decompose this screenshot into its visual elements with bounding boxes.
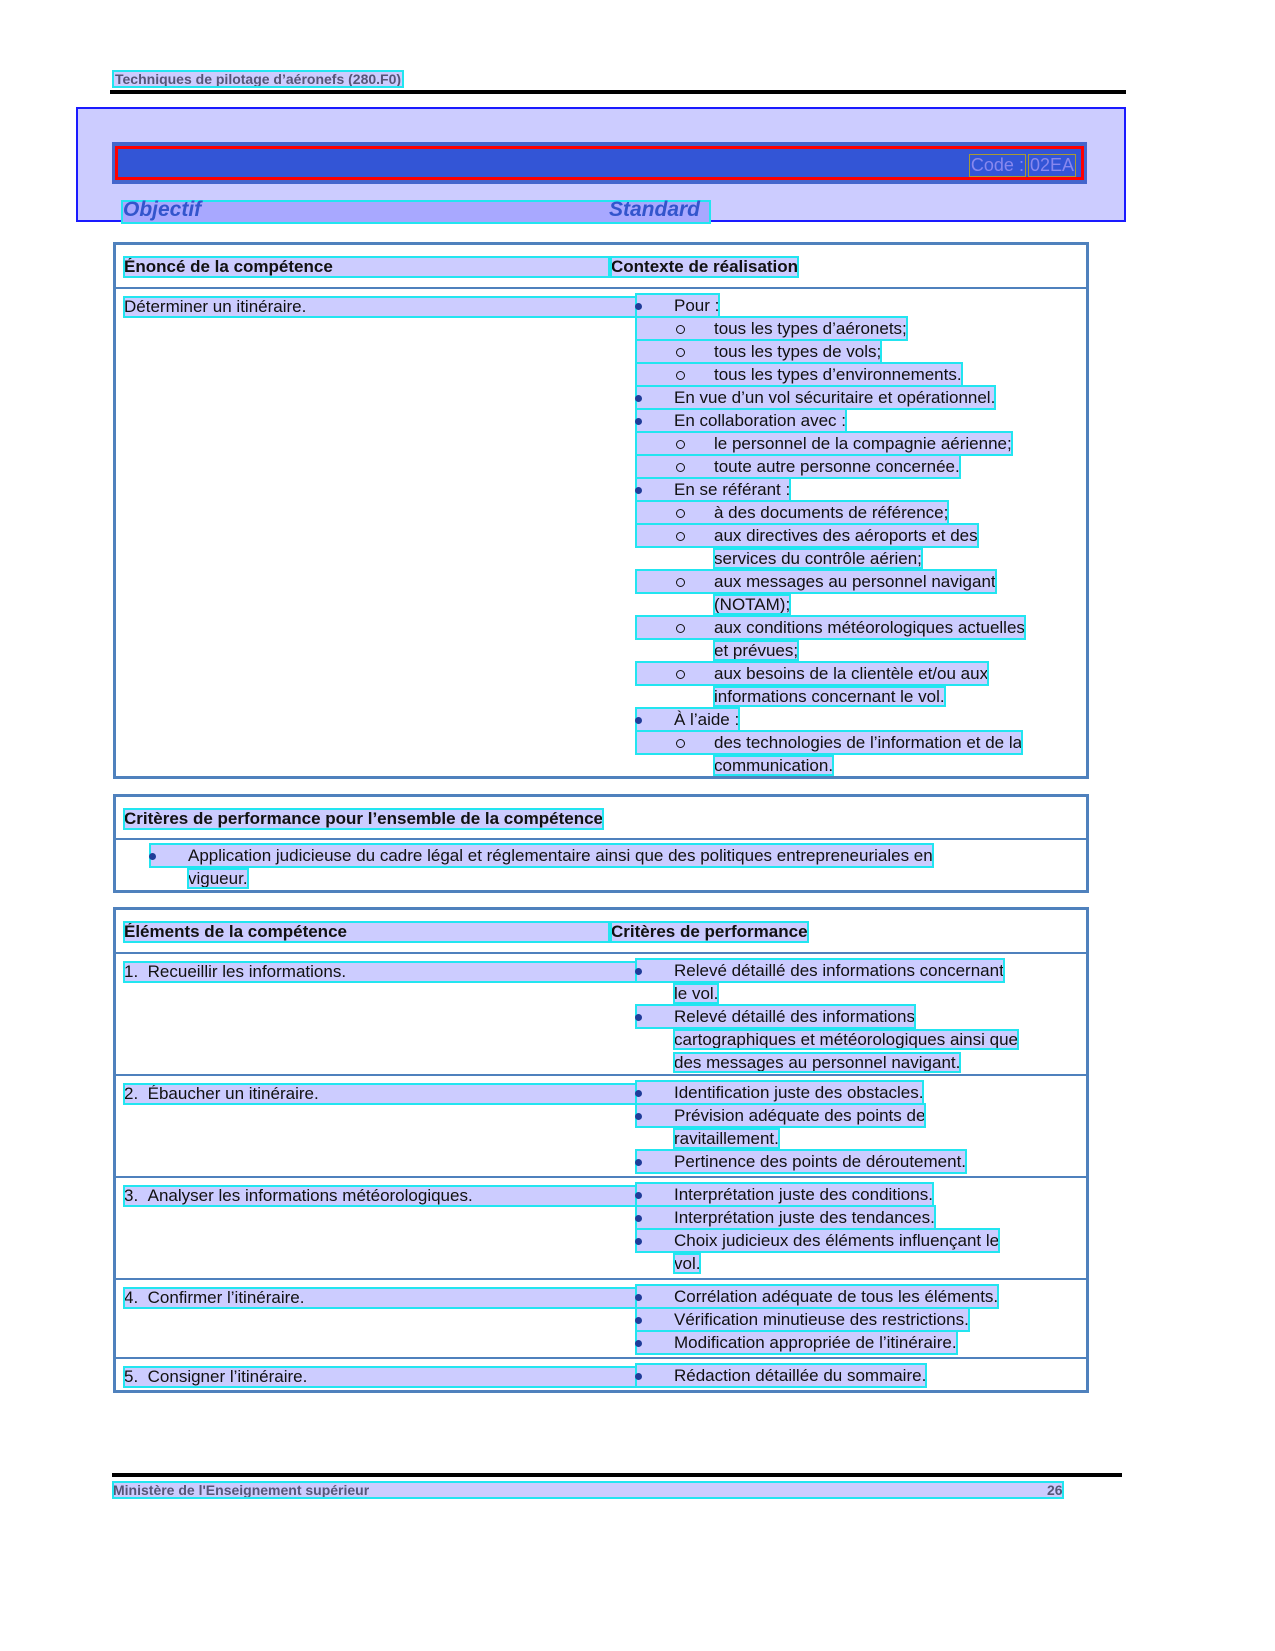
context-item-cont: et prévues; [714, 641, 799, 660]
element-number: 2. [124, 1084, 139, 1103]
bullet-icon [676, 570, 712, 593]
global-criteria-header: Critères de performance pour l’ensemble de la compétence [124, 809, 603, 828]
competence-statement: Déterminer un itinéraire. [124, 297, 636, 317]
context-header: Contexte de réalisation [611, 257, 799, 276]
context-item-text: aux messages au personnel navigant [714, 572, 996, 591]
bullet-icon [636, 1005, 672, 1028]
criterion-text: Vérification minutieuse des restrictions. [674, 1310, 969, 1329]
bullet-icon [676, 317, 712, 340]
criterion-text-cont: vol. [674, 1254, 701, 1273]
context-item-text: des technologies de l’information et de la [714, 733, 1023, 752]
element-number: 1. [124, 962, 139, 981]
context-item [636, 524, 978, 547]
criterion [636, 1308, 969, 1331]
criterion-text: Prévision adéquate des points de [674, 1106, 926, 1125]
context-item [636, 455, 960, 478]
element-row [116, 1176, 1086, 1278]
bullet-icon [636, 1308, 672, 1331]
bullet-icon [676, 524, 712, 547]
criterion [636, 1285, 998, 1308]
context-item-text: En se référant : [674, 480, 791, 499]
bullet-icon [636, 409, 672, 432]
element-label [124, 1288, 636, 1308]
bullet-icon [636, 1150, 672, 1173]
criterion [636, 1005, 915, 1028]
context-item [636, 501, 948, 524]
criteria-list [636, 1183, 999, 1275]
footer-ministry-text: Ministère de l'Enseignement supérieur [113, 1482, 370, 1498]
element-row [116, 1278, 1086, 1357]
bullet-icon [636, 1229, 672, 1252]
code-bar-inner [115, 146, 1084, 180]
criterion [636, 959, 1004, 982]
bullet-icon [676, 616, 712, 639]
element-text: Consigner l’itinéraire. [147, 1367, 308, 1386]
elements-header-row [116, 910, 1086, 952]
bullet-icon [636, 959, 672, 982]
element-row [116, 1357, 1086, 1394]
criterion [636, 1104, 925, 1127]
objective-label: Objectif [123, 198, 202, 221]
criteria-list [636, 1081, 966, 1173]
criteria-line [150, 844, 933, 867]
context-item [636, 363, 962, 386]
element-label [124, 1367, 636, 1387]
global-criteria-item [150, 844, 933, 890]
context-item-text: toute autre personne concernée. [714, 457, 960, 476]
code-field [970, 155, 1075, 176]
criteria-list [636, 959, 1018, 1074]
criterion [636, 1150, 966, 1173]
context-item [636, 616, 1025, 639]
objective-standard-heading [123, 198, 709, 222]
element-label [124, 1186, 636, 1206]
criterion-text: Rédaction détaillée du sommaire. [674, 1366, 927, 1385]
footer-rule [112, 1473, 1122, 1477]
context-item [636, 662, 988, 685]
context-item-text: aux besoins de la clientèle et/ou aux [714, 664, 989, 683]
context-item [636, 386, 995, 409]
elements-header: Éléments de la compétence [124, 922, 609, 942]
elements-table [113, 907, 1089, 1393]
element-label [124, 962, 636, 982]
criteria-text: Application judicieuse du cadre légal et réglementaire ainsi que des politiques entrepreneuriales en [188, 846, 933, 865]
context-list [636, 294, 1025, 777]
context-item [636, 317, 907, 340]
bullet-icon [676, 432, 712, 455]
competence-header: Énoncé de la compétence [124, 257, 609, 277]
code-value: 02EA [1029, 155, 1074, 175]
page-number: 26 [1047, 1482, 1063, 1498]
bullet-icon [636, 1206, 672, 1229]
context-item-text: aux directives des aéroports et des [714, 526, 978, 545]
criteria-list [636, 1285, 998, 1354]
element-number: 3. [124, 1186, 139, 1205]
context-item [636, 294, 719, 317]
context-item [636, 478, 790, 501]
standard-label: Standard [609, 198, 701, 221]
context-item [636, 570, 996, 593]
context-item-text: En vue d’un vol sécuritaire et opérationnel. [674, 388, 996, 407]
criteria-text-cont: vigueur. [188, 869, 248, 888]
context-item-text: à des documents de référence; [714, 503, 949, 522]
criteria-list [636, 1364, 926, 1387]
bullet-icon [676, 662, 712, 685]
criterion-text: Interprétation juste des tendances. [674, 1208, 935, 1227]
criterion-text: Modification appropriée de l’itinéraire. [674, 1333, 957, 1352]
element-label [124, 1084, 636, 1104]
criterion-text-cont: des messages au personnel navigant. [674, 1053, 961, 1072]
context-item-text: tous les types d’aéronets; [714, 319, 907, 338]
bullet-icon [636, 708, 672, 731]
context-item-text: aux conditions météorologiques actuelles [714, 618, 1025, 637]
context-item [636, 731, 1022, 754]
context-item-cont: informations concernant le vol. [714, 687, 945, 706]
context-item-text: À l’aide : [674, 710, 740, 729]
context-item [636, 432, 1012, 455]
global-criteria-body-row [116, 838, 1086, 890]
criterion-text-cont: le vol. [674, 984, 719, 1003]
bullet-icon [676, 501, 712, 524]
context-item [636, 708, 739, 731]
element-text: Ébaucher un itinéraire. [147, 1084, 319, 1103]
running-header: Techniques de pilotage d’aéronefs (280.F0) [115, 71, 402, 87]
header-rule [110, 90, 1126, 94]
criterion-text: Pertinence des points de déroutement. [674, 1152, 967, 1171]
code-bar [112, 142, 1087, 184]
competence-table [113, 242, 1089, 779]
bullet-icon [676, 340, 712, 363]
context-item [636, 409, 846, 432]
criterion [636, 1364, 926, 1387]
criterion [636, 1229, 999, 1252]
bullet-icon [676, 455, 712, 478]
criterion-text-cont: ravitaillement. [674, 1129, 779, 1148]
element-number: 5. [124, 1367, 139, 1386]
bullet-icon [636, 294, 672, 317]
context-item-text: tous les types de vols; [714, 342, 882, 361]
context-item-text: Pour : [674, 296, 720, 315]
bullet-icon [636, 386, 672, 409]
context-item-cont: services du contrôle aérien; [714, 549, 922, 568]
element-row [116, 952, 1086, 1074]
context-item [636, 340, 881, 363]
criterion [636, 1206, 935, 1229]
context-item-cont: communication. [714, 756, 834, 775]
bullet-icon [636, 1364, 672, 1387]
bullet-icon [636, 478, 672, 501]
context-item-text: En collaboration avec : [674, 411, 846, 430]
criterion-text: Relevé détaillé des informations [674, 1007, 915, 1026]
bullet-icon [636, 1331, 672, 1354]
bullet-icon [636, 1285, 672, 1308]
criterion [636, 1183, 933, 1206]
criterion-text-cont: cartographiques et météorologiques ainsi que [674, 1030, 1019, 1049]
element-text: Analyser les informations météorologiques. [147, 1186, 473, 1205]
bullet-icon [676, 731, 712, 754]
footer-ministry [113, 1482, 1063, 1498]
competence-header-row [116, 245, 1086, 287]
context-item-text: le personnel de la compagnie aérienne; [714, 434, 1012, 453]
criterion-text: Choix judicieux des éléments influençant le [674, 1231, 1000, 1250]
global-criteria-table [113, 794, 1089, 893]
criterion-text: Corrélation adéquate de tous les éléments. [674, 1287, 999, 1306]
bullet-icon [676, 363, 712, 386]
element-text: Recueillir les informations. [147, 962, 347, 981]
criterion-text: Interprétation juste des conditions. [674, 1185, 933, 1204]
global-criteria-header-row [116, 797, 1086, 838]
element-row [116, 1074, 1086, 1176]
bullet-icon [150, 844, 186, 867]
element-number: 4. [124, 1288, 139, 1307]
competence-body-row [116, 287, 1086, 774]
performance-criteria-header: Critères de performance [611, 922, 808, 941]
criterion-text: Identification juste des obstacles. [674, 1083, 924, 1102]
criterion-text: Relevé détaillé des informations concernant [674, 961, 1004, 980]
context-item-cont: (NOTAM); [714, 595, 791, 614]
bullet-icon [636, 1183, 672, 1206]
context-item-text: tous les types d’environnements. [714, 365, 962, 384]
criterion [636, 1331, 957, 1354]
criterion [636, 1081, 923, 1104]
element-text: Confirmer l’itinéraire. [147, 1288, 305, 1307]
bullet-icon [636, 1081, 672, 1104]
code-label: Code : [970, 155, 1024, 175]
bullet-icon [636, 1104, 672, 1127]
